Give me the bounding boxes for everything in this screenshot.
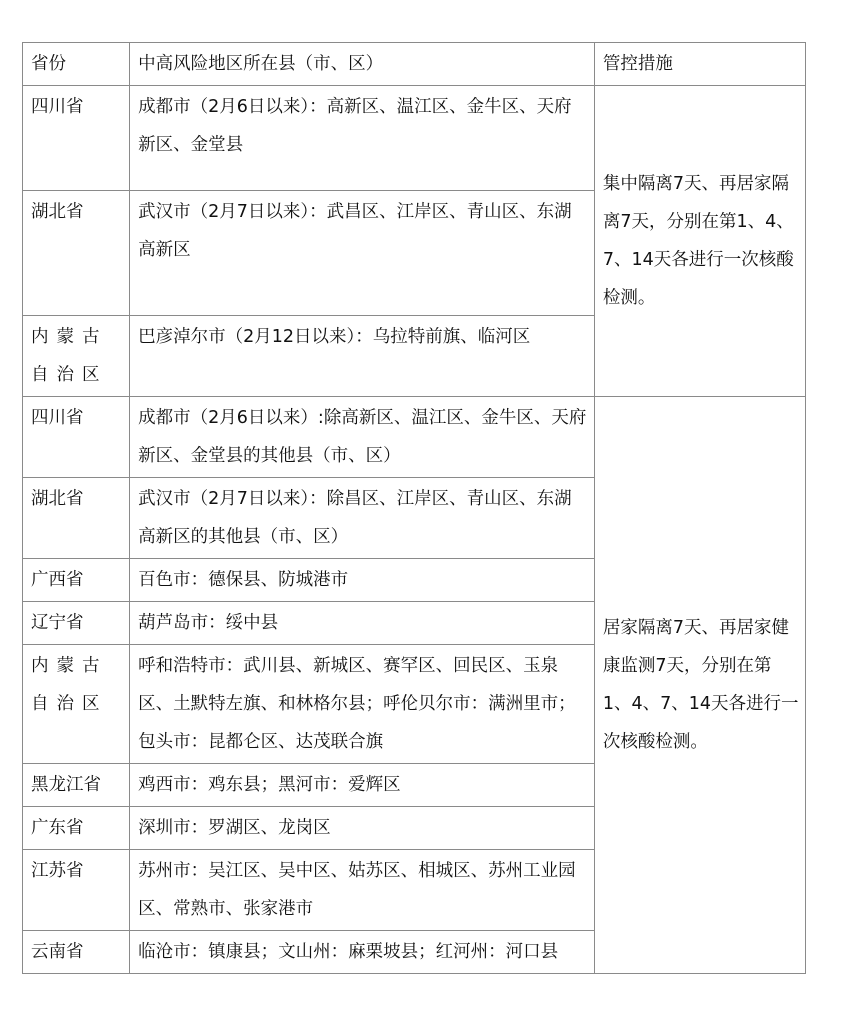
- province-cell: 四川省: [23, 86, 130, 191]
- header-measure: 管控措施: [594, 43, 805, 86]
- area-cell: 成都市（2月6日以来）:除高新区、温江区、金牛区、天府新区、金堂县的其他县（市、区）: [130, 397, 595, 478]
- area-cell: 呼和浩特市：武川县、新城区、赛罕区、回民区、玉泉区、土默特左旗、和林格尔县；呼伦贝尔市：满洲里市；包头市：昆都仑区、达茂联合旗: [130, 645, 595, 764]
- province-cell: 黑龙江省: [23, 764, 130, 807]
- area-cell: 武汉市（2月7日以来）：武昌区、江岸区、青山区、东湖高新区: [130, 191, 595, 316]
- header-area: 中高风险地区所在县（市、区）: [130, 43, 595, 86]
- measure-cell: 居家隔离7天、再居家健康监测7天，分别在第1、4、7、14天各进行一次核酸检测。: [594, 397, 805, 974]
- risk-area-table: [22, 42, 806, 974]
- table-row: [23, 397, 806, 478]
- province-cell: 辽宁省: [23, 602, 130, 645]
- area-cell: 葫芦岛市：绥中县: [130, 602, 595, 645]
- province-cell: 广东省: [23, 807, 130, 850]
- province-cell: 云南省: [23, 931, 130, 974]
- area-cell: 武汉市（2月7日以来）：除昌区、江岸区、青山区、东湖高新区的其他县（市、区）: [130, 478, 595, 559]
- area-cell: 临沧市：镇康县；文山州：麻栗坡县；红河州：河口县: [130, 931, 595, 974]
- area-cell: 苏州市：吴江区、吴中区、姑苏区、相城区、苏州工业园区、常熟市、张家港市: [130, 850, 595, 931]
- province-cell: 四川省: [23, 397, 130, 478]
- province-cell: 湖北省: [23, 478, 130, 559]
- area-cell: 鸡西市：鸡东县；黑河市：爱辉区: [130, 764, 595, 807]
- area-cell: 巴彦淖尔市（2月12日以来）：乌拉特前旗、临河区: [130, 316, 595, 397]
- province-cell: 江苏省: [23, 850, 130, 931]
- province-cell: 广西省: [23, 559, 130, 602]
- header-province: 省份: [23, 43, 130, 86]
- province-cell: 内蒙古自治区: [23, 316, 130, 397]
- header-row: [23, 43, 806, 86]
- province-cell: 内蒙古自治区: [23, 645, 130, 764]
- area-cell: 百色市：德保县、防城港市: [130, 559, 595, 602]
- area-cell: 深圳市：罗湖区、龙岗区: [130, 807, 595, 850]
- measure-cell: 集中隔离7天、再居家隔离7天，分别在第1、4、7、14天各进行一次核酸检测。: [594, 86, 805, 397]
- area-cell: 成都市（2月6日以来）：高新区、温江区、金牛区、天府新区、金堂县: [130, 86, 595, 191]
- province-cell: 湖北省: [23, 191, 130, 316]
- table-row: [23, 86, 806, 191]
